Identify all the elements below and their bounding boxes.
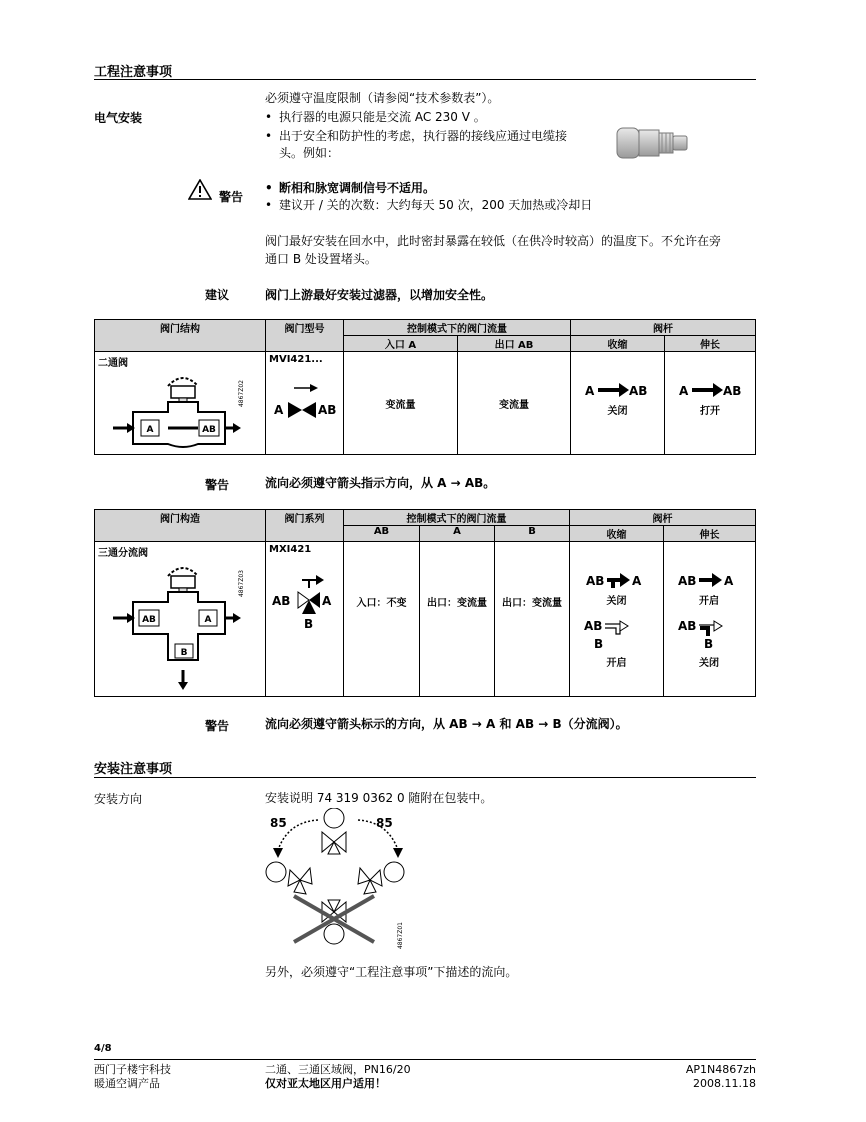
footer-divider <box>94 1059 756 1060</box>
orientation-diagram <box>258 808 418 954</box>
col-structure: 阀门结构 <box>95 320 266 352</box>
port-ab-label: AB <box>202 425 216 435</box>
install-paragraph-1: 阀门最好安装在回水中，此时密封暴露在较低（在供冷时较高）的温度下。不允许在旁 <box>265 234 722 248</box>
symbol-ab: AB <box>318 403 337 417</box>
model-cell <box>266 542 344 697</box>
valve-symbol <box>272 380 340 422</box>
flow-b: B <box>704 637 714 651</box>
flow-ab: AB <box>678 619 697 633</box>
flow-ab-cell: 入口：不变 <box>344 542 420 697</box>
electrical-intro: 必须遵守温度限制（请参阅“技术参数表”）。 <box>265 91 500 105</box>
flow-b-cell: 出口：变流量 <box>495 542 570 697</box>
model-cell <box>266 352 344 455</box>
port-ab-label: AB <box>142 615 156 625</box>
warning3-label: 警告 <box>205 719 230 733</box>
port-b-label: B <box>180 648 188 658</box>
advice-text: 阀门上游最好安装过滤器，以增加安全性。 <box>265 288 494 302</box>
col-b: B <box>495 526 570 542</box>
footer-title-2: 仅对亚太地区用户适用！ <box>265 1077 386 1090</box>
valve-model: MXI421 <box>269 544 312 555</box>
electrical-bullet-1: • 执行器的电源只能是交流 AC 230 V 。 <box>265 110 486 124</box>
col-stem: 阀杆 <box>571 320 756 336</box>
flow-ab: AB <box>584 619 603 633</box>
retract-flow-icon-a <box>586 570 656 590</box>
col-flow: 控制模式下的阀门流量 <box>344 320 571 336</box>
angle-right: 85 <box>376 816 393 830</box>
install-section-title: 安装注意事项 <box>94 762 173 777</box>
symbol-ab: AB <box>272 594 291 608</box>
col-retract: 收缩 <box>571 336 665 352</box>
retract-label-2: 开启 <box>606 658 627 669</box>
two-way-valve-table <box>94 319 756 455</box>
flow-ab: AB <box>586 574 605 588</box>
valve-model: MVI421... <box>269 354 323 365</box>
flow-a: A <box>724 574 734 588</box>
symbol-a: A <box>274 403 284 417</box>
col-extend: 伸长 <box>664 526 756 542</box>
flow-out-cell: 变流量 <box>458 352 571 455</box>
flow-ab: AB <box>629 384 648 398</box>
flow-in-cell: 变流量 <box>344 352 458 455</box>
extend-flow-icon-b <box>678 618 738 654</box>
col-flow: 控制模式下的阀门流量 <box>344 510 570 526</box>
two-way-valve-diagram <box>113 368 243 454</box>
footer-company-2: 暖通空调产品 <box>94 1077 160 1090</box>
symbol-a: A <box>322 594 332 608</box>
install-paragraph-2: 通口 B 处设置堵头。 <box>265 252 377 266</box>
page-number: 4/8 <box>94 1043 112 1054</box>
port-a-label: A <box>204 615 212 625</box>
warning-label: 警告 <box>219 190 244 204</box>
col-out: 出口 AB <box>458 336 571 352</box>
figure-code: 4867Z03 <box>238 570 245 598</box>
retract-cell <box>570 542 664 697</box>
warning-icon <box>188 179 212 200</box>
col-in: 入口 A <box>344 336 458 352</box>
valve-name: 二通阀 <box>98 358 128 369</box>
col-extend: 伸长 <box>665 336 756 352</box>
valve-name: 三通分流阀 <box>98 548 148 559</box>
warning-bullet-2: • 建议开 / 关的次数：大约每天 50 次，200 天加热或冷却日 <box>265 198 593 212</box>
footer-title-1: 二通、三通区域阀，PN16/20 <box>265 1063 411 1076</box>
retract-cell <box>571 352 665 455</box>
col-type: 阀门型号 <box>266 320 344 352</box>
orientation-text: 安装说明 74 319 0362 0 随附在包装中。 <box>265 791 493 805</box>
warning3-text: 流向必须遵守箭头标示的方向，从 AB → A 和 AB → B（分流阀）。 <box>265 717 628 731</box>
retract-flow-icon-b <box>584 618 644 654</box>
flow-ab: AB <box>678 574 697 588</box>
col-a: A <box>420 526 495 542</box>
figure-code: 4867Z02 <box>238 380 245 408</box>
footer-date: 2008.11.18 <box>693 1077 756 1090</box>
three-way-valve-diagram <box>113 558 243 698</box>
col-series: 阀门系列 <box>266 510 344 542</box>
flow-a-cell: 出口：变流量 <box>420 542 495 697</box>
orientation-code: 4867Z01 <box>397 922 404 950</box>
warning2-text: 流向必须遵守箭头指示方向，从 A → AB。 <box>265 476 496 490</box>
symbol-b: B <box>304 617 314 631</box>
warning2-label: 警告 <box>205 478 230 492</box>
flow-a: A <box>632 574 642 588</box>
retract-flow-icon <box>585 380 655 400</box>
install-divider <box>94 777 756 778</box>
col-ab: AB <box>344 526 420 542</box>
extend-flow-icon-a <box>678 570 748 590</box>
extend-flow-icon <box>679 380 749 400</box>
warning-bullet-1: • 断相和脉宽调制信号不适用。 <box>265 181 436 195</box>
page-title: 工程注意事项 <box>94 65 173 80</box>
angle-left: 85 <box>270 816 287 830</box>
extend-label: 打开 <box>700 406 720 417</box>
col-stem: 阀杆 <box>570 510 756 526</box>
extend-cell <box>665 352 756 455</box>
structure-cell <box>95 352 266 455</box>
footer-company-1: 西门子楼宇科技 <box>94 1063 171 1076</box>
flow-a: A <box>585 384 595 398</box>
retract-label-1: 关闭 <box>606 596 627 607</box>
structure-cell <box>95 542 266 697</box>
port-a-label: A <box>146 425 154 435</box>
orientation-note: 另外，必须遵守“工程注意事项”下描述的流向。 <box>265 965 518 979</box>
col-structure: 阀门构造 <box>95 510 266 542</box>
flow-b: B <box>594 637 604 651</box>
retract-label: 关闭 <box>607 406 628 417</box>
electrical-bullet-2-cont: 头。例如： <box>279 146 340 160</box>
three-way-symbol <box>272 570 342 632</box>
advice-label: 建议 <box>205 288 230 302</box>
footer-doc-number: AP1N4867zh <box>685 1063 756 1076</box>
three-way-valve-table <box>94 509 756 697</box>
extend-label-2: 关闭 <box>699 658 719 669</box>
extend-label-1: 开启 <box>699 596 719 607</box>
title-divider <box>94 79 756 80</box>
electrical-bullet-2: • 出于安全和防护性的考虑，执行器的接线应通过电缆接 <box>265 129 568 143</box>
flow-a: A <box>679 384 689 398</box>
orientation-label: 安装方向 <box>94 792 143 806</box>
cable-gland-image <box>612 118 692 168</box>
col-retract: 收缩 <box>570 526 664 542</box>
extend-cell <box>664 542 756 697</box>
electrical-label: 电气安装 <box>94 111 143 125</box>
flow-ab: AB <box>723 384 742 398</box>
